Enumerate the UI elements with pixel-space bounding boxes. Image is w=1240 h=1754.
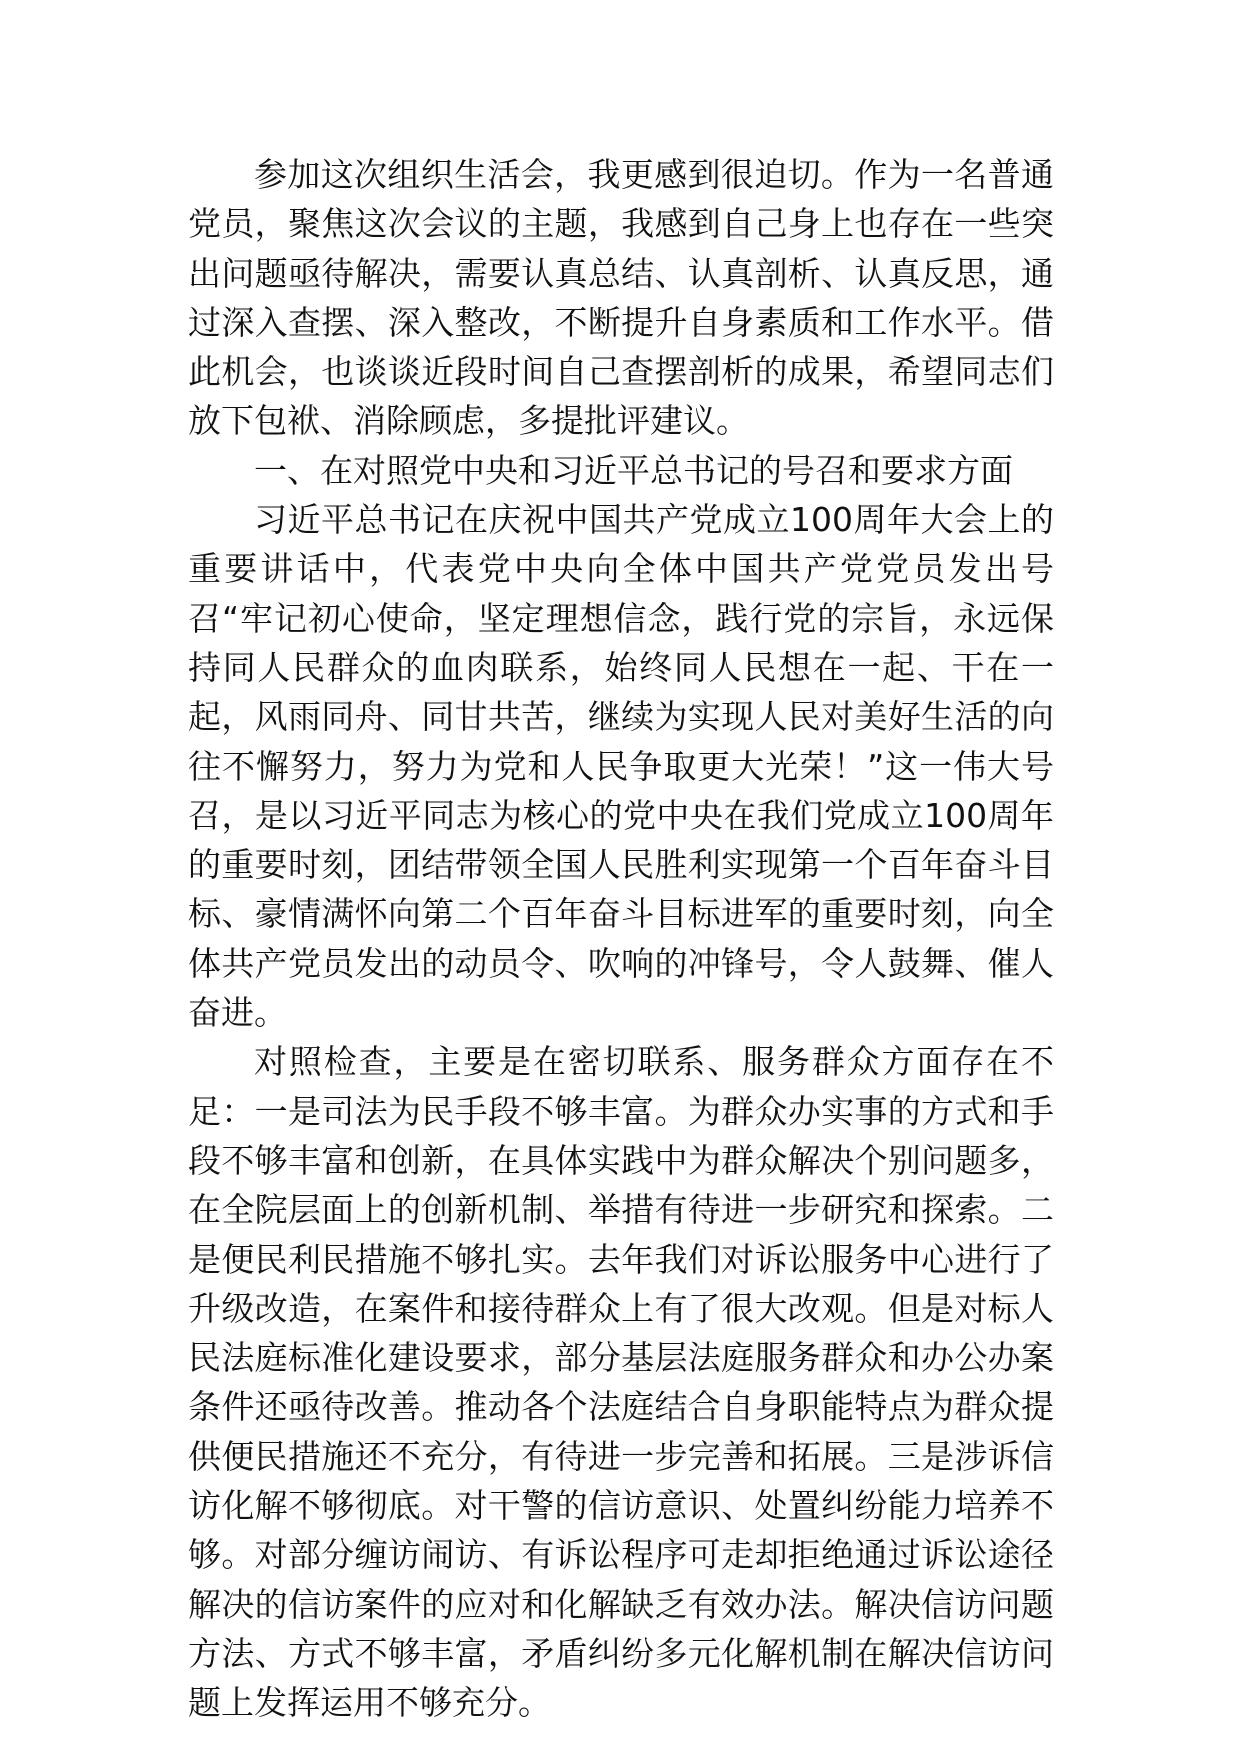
intro-paragraph: 参加这次组织生活会，我更感到很迫切。作为一名普通党员，聚焦这次会议的主题，我感到自己身上也存在一些突出问题亟待解决，需要认真总结、认真剖析、认真反思，通过深入查摆、深入整改，不断提升自身素质和工作水平。借此机会，也谈谈近段时间自己查摆剖析的成果，希望同志们放下包袱、消除顾虑，多提批评建议。 (188, 155, 1054, 441)
speech-paragraph: 习近平总书记在庆祝中国共产党成立100周年大会上的重要讲话中，代表党中央向全体中国共产党党员发出号召“牢记初心使命，坚定理想信念，践行党的宗旨，永远保持同人民群众的血肉联系，始终同人民想在一起、干在一起，风雨同舟、同甘共苦，继续为实现人民对美好生活的向往不懈努力，努力为党和人民争取更大光荣！”这一伟大号召，是以习近平同志为核心的党中央在我们党成立100周年的重要时刻，团结带领全国人民胜利实现第一个百年奋斗目标、豪情满怀向第二个百年奋斗目标进军的重要时刻，向全体共产党员发出的动员令、吹响的冲锋号，令人鼓舞、催人奋进。 (188, 500, 1054, 1033)
self-check-paragraph: 对照检查，主要是在密切联系、服务群众方面存在不足：一是司法为民手段不够丰富。为群众办实事的方式和手段不够丰富和创新，在具体实践中为群众解决个别问题多，在全院层面上的创新机制、举措有待进一步研究和探索。二是便民利民措施不够扎实。去年我们对诉讼服务中心进行了升级改造，在案件和接待群众上有了很大改观。但是对标人民法庭标准化建设要求，部分基层法庭服务群众和办公办案条件还亟待改善。推动各个法庭结合自身职能特点为群众提供便民措施还不充分，有待进一步完善和拓展。三是涉诉信访化解不够彻底。对干警的信访意识、处置纠纷能力培养不够。对部分缠访闹访、有诉讼程序可走却拒绝通过诉讼途径解决的信访案件的应对和化解缺乏有效办法。解决信访问题方法、方式不够丰富，矛盾纠纷多元化解机制在解决信访问题上发挥运用不够充分。 (188, 1042, 1054, 1723)
section-heading: 一、在对照党中央和习近平总书记的号召和要求方面 (254, 450, 1013, 490)
document-body (188, 150, 1054, 1728)
